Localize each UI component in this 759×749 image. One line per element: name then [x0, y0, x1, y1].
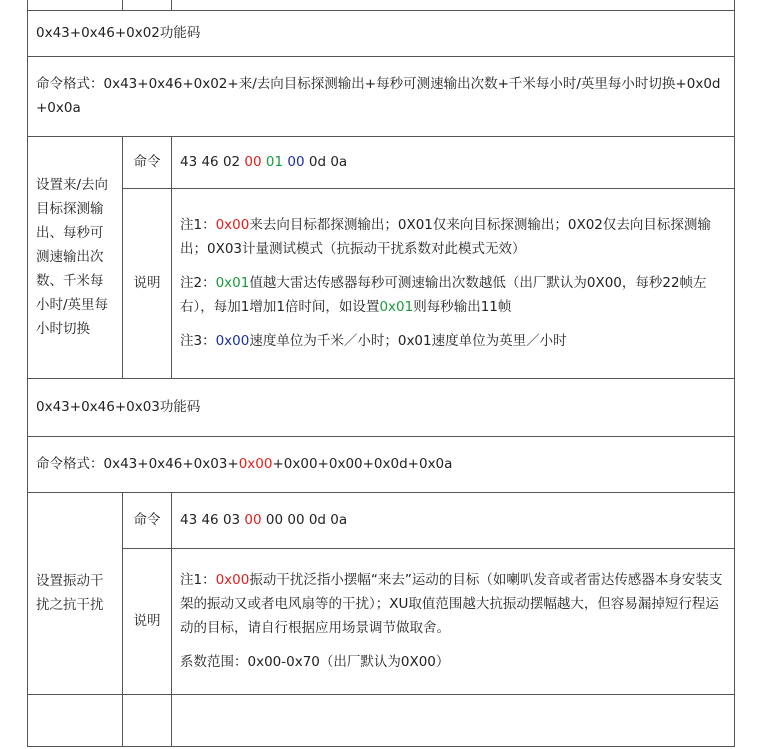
byte-sensitivity: 00	[244, 512, 262, 528]
command-row	[28, 136, 735, 188]
note-1: 注1：0x00来去向目标都探测输出；0X01仅来向目标探测输出；0X02仅去向目标探测输出；0X03计量测试模式（抗振动干扰系数对此模式无效）	[180, 217, 711, 257]
command-row	[28, 492, 735, 548]
section-title: 0x43+0x46+0x02功能码	[28, 10, 735, 56]
section-title-row	[28, 10, 735, 56]
note-3: 注3：0x00速度单位为千米／小时；0x01速度单位为英里／小时	[180, 333, 567, 349]
setting-label: 设置振动干扰之抗干扰	[28, 492, 123, 694]
command-label: 命令	[123, 136, 172, 188]
byte-direction: 00	[244, 154, 262, 170]
note-1: 注1：0x00振动干扰泛指小摆幅“来去”运动的目标（如喇叭发音或者雷达传感器本身安装支架的振动又或者电风扇等的干扰）；XU取值范围越大抗振动摆幅越大，但容易漏掉短行程运动的目标，请自行根据应用场景调节做取舍。	[180, 572, 723, 636]
range-note: 系数范围：0x00-0x70（出厂默认为0X00）	[180, 654, 450, 670]
description-label: 说明	[123, 188, 172, 378]
command-format-row	[28, 56, 735, 136]
byte-unit: 00	[287, 154, 305, 170]
setting-label: 设置来/去向目标探测输出、每秒可测速输出次数、千米每小时/英里每小时切换	[28, 136, 123, 378]
command-bytes: 43 46 03 00 00 00 0d 0a	[172, 492, 735, 548]
description-notes	[172, 188, 735, 378]
command-format: 命令格式：0x43+0x46+0x02+来/去向目标探测输出+每秒可测速输出次数+千米每小时/英里每小时切换+0x0d+0x0a	[28, 56, 735, 136]
command-bytes: 43 46 02 00 01 00 0d 0a	[172, 136, 735, 188]
command-format: 命令格式：0x43+0x46+0x03+0x00+0x00+0x00+0x0d+0x0a	[28, 436, 735, 492]
section-title: 0x43+0x46+0x03功能码	[28, 378, 735, 436]
byte-rate: 01	[265, 154, 284, 170]
command-label: 命令	[123, 492, 172, 548]
description-label: 说明	[123, 548, 172, 694]
description-notes	[172, 548, 735, 694]
section-title-row	[28, 378, 735, 436]
empty-row	[28, 694, 735, 746]
description-row	[28, 188, 735, 378]
note-2: 注2：0x01值越大雷达传感器每秒可测速输出次数越低（出厂默认为0X00，每秒22帧左右），每加1增加1倍时间，如设置0x01则每秒输出11帧	[180, 275, 707, 315]
command-spec-table	[27, 0, 735, 747]
description-row	[28, 548, 735, 694]
top-partial-row	[28, 0, 735, 10]
command-format-row	[28, 436, 735, 492]
